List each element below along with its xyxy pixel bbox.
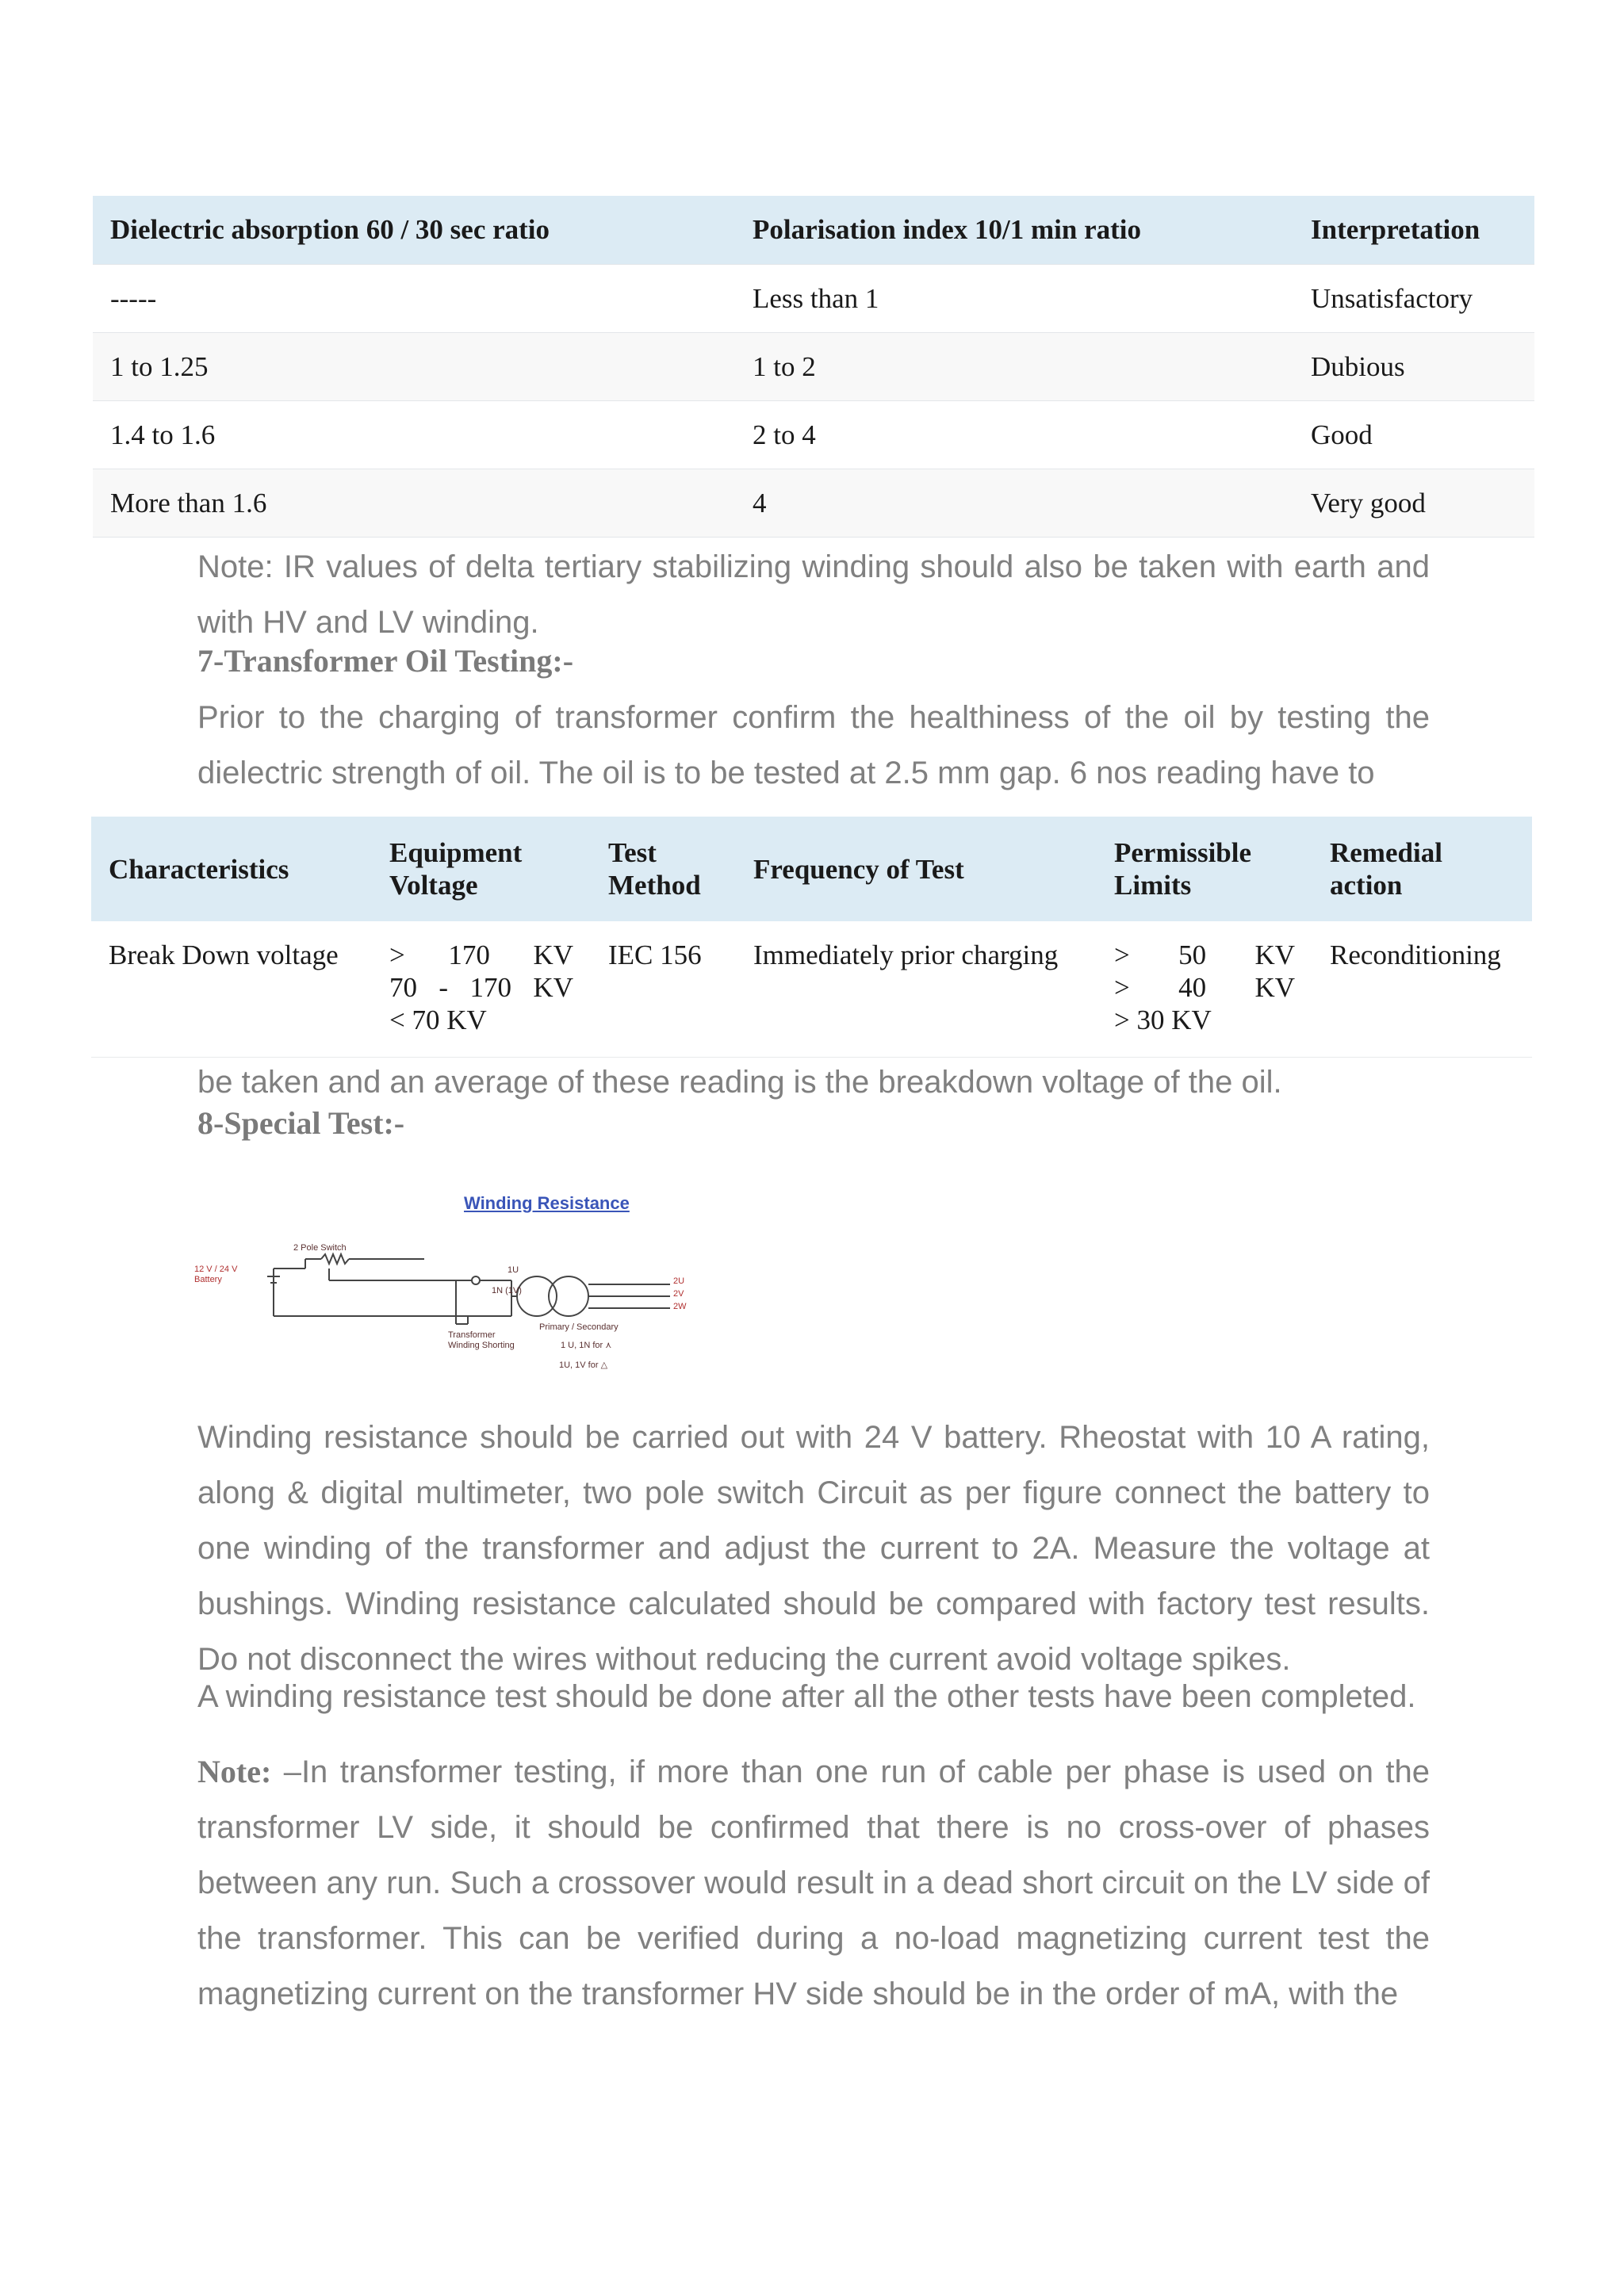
col-header-remedial-action: Remedial action — [1312, 817, 1532, 921]
note-star-label: 1 U, 1N for ⋏ — [561, 1341, 612, 1350]
table-cell: Reconditioning — [1312, 921, 1532, 1058]
oil-testing-table — [91, 817, 1532, 1058]
table-cell: Immediately prior charging — [736, 921, 1097, 1058]
col-header-frequency: Frequency of Test — [736, 817, 1097, 921]
primary-secondary-label: Primary / Secondary — [539, 1322, 619, 1332]
table-cell: More than 1.6 — [93, 469, 735, 538]
table-cell: Unsatisfactory — [1293, 265, 1534, 333]
battery-label-2: Battery — [194, 1275, 222, 1284]
table-row — [93, 333, 1534, 401]
table-cell: Dubious — [1293, 333, 1534, 401]
table-cell: 1 to 1.25 — [93, 333, 735, 401]
terminal-2v-label: 2V — [673, 1289, 684, 1299]
table-cell: 2 to 4 — [735, 401, 1293, 469]
terminal-1n-label: 1N (1V) — [492, 1286, 522, 1295]
table-cell: 4 — [735, 469, 1293, 538]
table-cell-equipment-voltage — [372, 921, 591, 1058]
note-text: –In transformer testing, if more than one run of cable per phase is used on the transformer LV side, it should be confirmed that there is no cross-over of phases between any run. Such a crossover would result in a dead short circuit on the LV side of the transformer. This can be verified during a no-load magnetizing current test the magnetizing current on the transformer HV side should be in the order of mA, with the — [197, 1755, 1430, 2011]
terminal-2u-label: 2U — [673, 1276, 685, 1286]
col-header-interpretation: Interpretation — [1293, 196, 1534, 265]
table-cell: Very good — [1293, 469, 1534, 538]
col-header-test-method: Test Method — [591, 817, 736, 921]
voltage-line: < 70 KV — [389, 1004, 487, 1035]
table-row — [93, 401, 1534, 469]
heading-special-test: 8-Special Test:- — [197, 1105, 405, 1141]
winding-order-paragraph: A winding resistance test should be done after all the other tests have been completed. — [197, 1679, 1416, 1714]
table-row — [93, 469, 1534, 538]
note-ir-paragraph: Note: IR values of delta tertiary stabilizing winding should also be taken with earth and with HV and LV winding. — [197, 549, 1430, 640]
col-header-dielectric: Dielectric absorption 60 / 30 sec ratio — [93, 196, 735, 265]
table-cell: Good — [1293, 401, 1534, 469]
table-cell: 1.4 to 1.6 — [93, 401, 735, 469]
voltage-line: > 170 KV — [389, 939, 573, 970]
table-cell: ----- — [93, 265, 735, 333]
winding-resistance-paragraph: Winding resistance should be carried out with 24 V battery. Rheostat with 10 A rating, along & digital multimeter, two pole switch Circuit as per figure connect the battery to one winding of the transformer and adjust the current to 2A. Measure the voltage at bushings. Winding resistance calculated should be compared with factory test results. Do not disconnect the wires without reducing the current avoid voltage spikes. — [197, 1420, 1430, 1677]
diagram-title: Winding Resistance — [464, 1193, 630, 1213]
voltage-line: 70 - 170 KV — [389, 972, 573, 1003]
note-label: Note: — [197, 1754, 272, 1789]
oil-paragraph-end: be taken and an average of these reading is the breakdown voltage of the oil. — [197, 1065, 1282, 1100]
limit-line: > 50 KV — [1114, 939, 1295, 970]
table-cell: Less than 1 — [735, 265, 1293, 333]
table-cell: IEC 156 — [591, 921, 736, 1058]
col-header-characteristics: Characteristics — [91, 817, 372, 921]
shorting-label-2: Winding Shorting — [448, 1341, 515, 1350]
note-crossover-paragraph — [197, 1744, 1430, 2022]
winding-resistance-diagram — [194, 1189, 765, 1395]
heading-oil-testing: 7-Transformer Oil Testing:- — [197, 643, 574, 679]
terminal-2w-label: 2W — [673, 1302, 687, 1311]
ir-interpretation-table — [93, 196, 1534, 538]
table-cell: Break Down voltage — [91, 921, 372, 1058]
table-row — [93, 265, 1534, 333]
table-row — [91, 921, 1532, 1058]
table-cell: 1 to 2 — [735, 333, 1293, 401]
table-header-row — [93, 196, 1534, 265]
col-header-equipment-voltage: Equipment Voltage — [372, 817, 591, 921]
col-header-limits: Permissible Limits — [1097, 817, 1312, 921]
limit-line: > 40 KV — [1114, 972, 1295, 1003]
note-delta-label: 1U, 1V for △ — [559, 1360, 608, 1370]
switch-label: 2 Pole Switch — [293, 1243, 347, 1253]
terminal-1u-label: 1U — [508, 1265, 519, 1275]
table-header-row — [91, 817, 1532, 921]
table-cell-limits — [1097, 921, 1312, 1058]
oil-paragraph: Prior to the charging of transformer confirm the healthiness of the oil by testing the dielectric strength of oil. The oil is to be tested at 2.5 mm gap. 6 nos reading have to — [197, 700, 1430, 790]
battery-label-1: 12 V / 24 V — [194, 1265, 238, 1274]
col-header-polarisation: Polarisation index 10/1 min ratio — [735, 196, 1293, 265]
limit-line: > 30 KV — [1114, 1004, 1212, 1035]
shorting-label-1: Transformer — [448, 1330, 496, 1340]
